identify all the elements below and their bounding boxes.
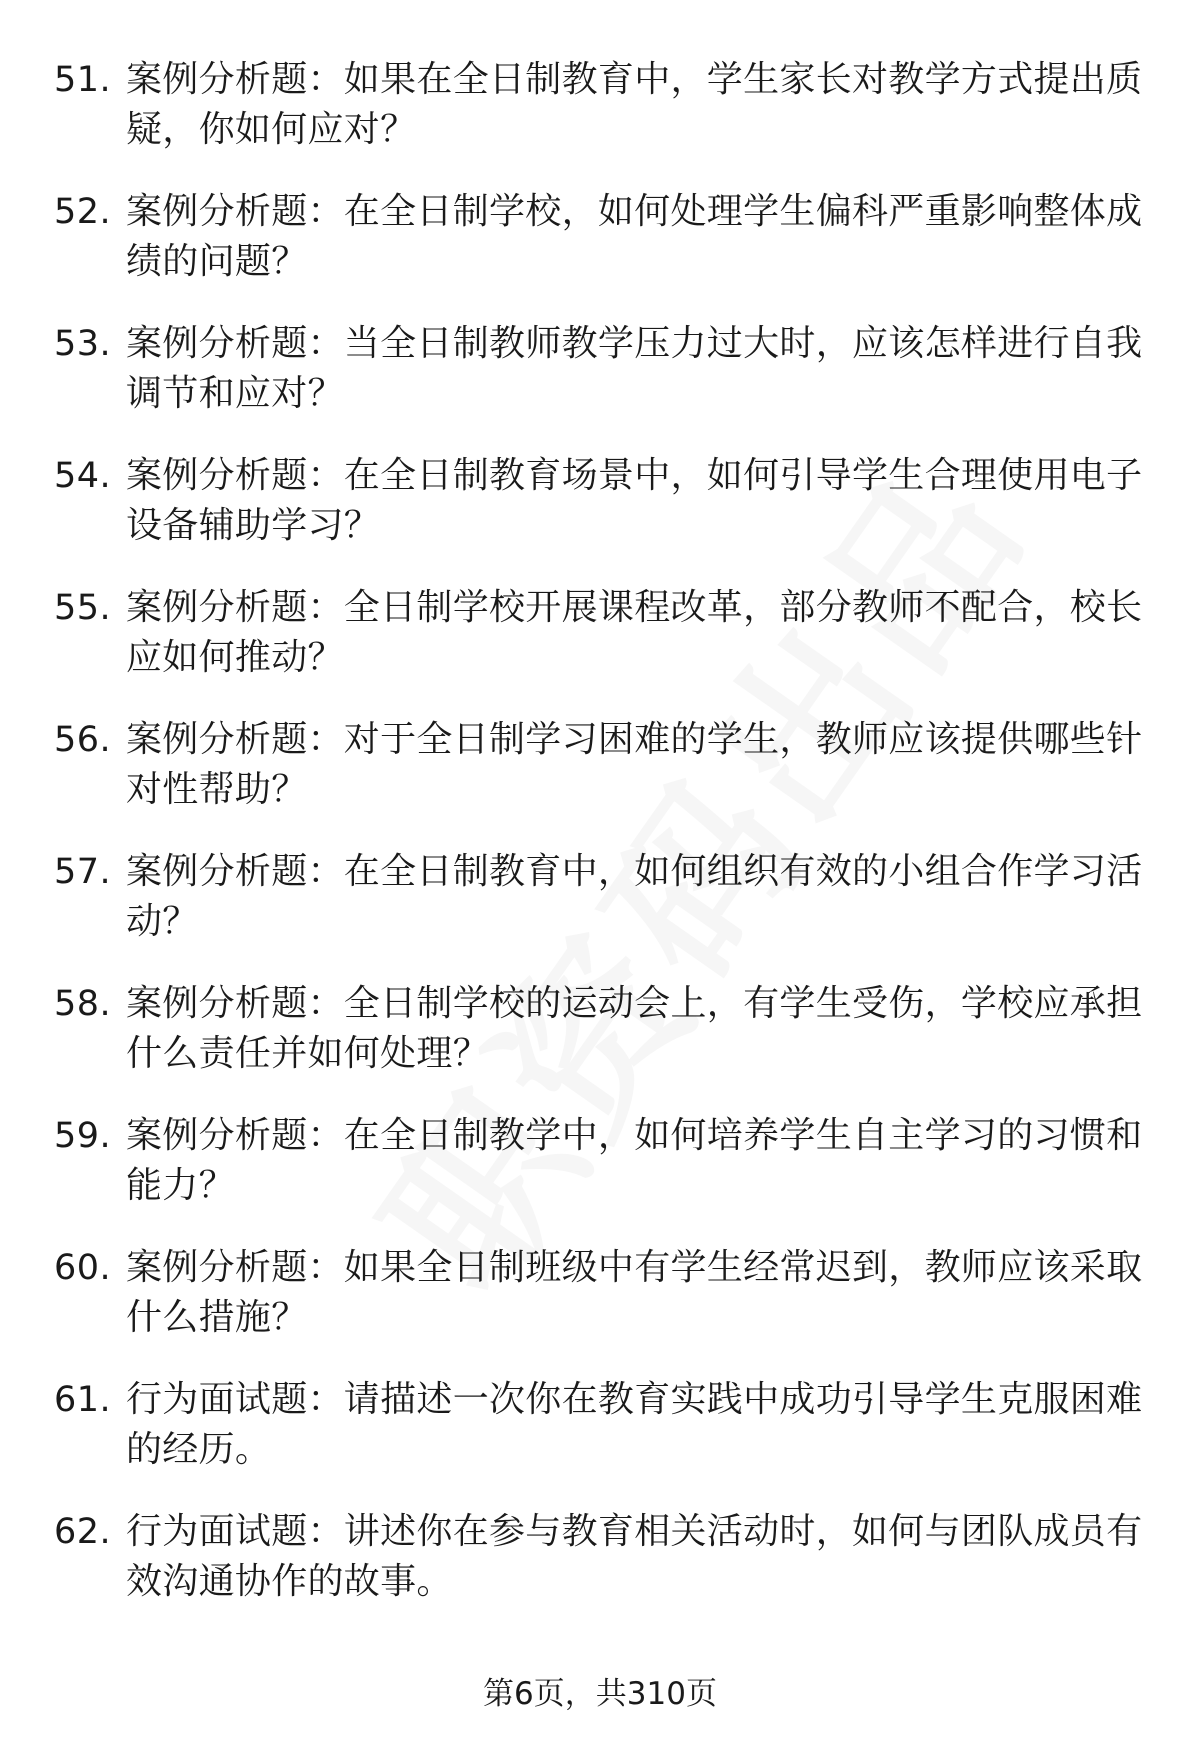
question-text: 案例分析题：在全日制学校，如何处理学生偏科严重影响整体成绩的问题？ [126, 191, 1143, 282]
question-number: 55. [54, 588, 112, 628]
question-text: 案例分析题：对于全日制学习困难的学生，教师应该提供哪些针对性帮助？ [126, 719, 1143, 810]
question-number: 53. [54, 324, 112, 364]
question-text: 案例分析题：如果在全日制教育中，学生家长对教学方式提出质疑，你如何应对？ [126, 59, 1143, 150]
question-text: 案例分析题：全日制学校的运动会上，有学生受伤，学校应承担什么责任并如何处理？ [126, 983, 1143, 1074]
question-item [0, 319, 1200, 425]
question-text: 案例分析题：如果全日制班级中有学生经常迟到，教师应该采取什么措施？ [126, 1247, 1143, 1338]
question-number: 57. [54, 852, 112, 892]
question-text: 案例分析题：在全日制教育场景中，如何引导学生合理使用电子设备辅助学习？ [126, 455, 1143, 546]
question-item [0, 187, 1200, 293]
question-item [0, 715, 1200, 821]
question-number: 60. [54, 1248, 112, 1288]
question-item [0, 1507, 1200, 1613]
question-item [0, 1111, 1200, 1217]
question-text: 案例分析题：在全日制教学中，如何培养学生自主学习的习惯和能力？ [126, 1115, 1143, 1206]
question-number: 62. [54, 1512, 112, 1552]
question-item [0, 847, 1200, 953]
question-text: 行为面试题：讲述你在参与教育相关活动时，如何与团队成员有效沟通协作的故事。 [126, 1511, 1143, 1602]
page-number-footer: 第6页，共310页 [483, 1676, 717, 1712]
question-number: 54. [54, 456, 112, 496]
question-item [0, 979, 1200, 1085]
question-item [0, 583, 1200, 689]
question-number: 56. [54, 720, 112, 760]
question-text: 案例分析题：在全日制教育中，如何组织有效的小组合作学习活动？ [126, 851, 1143, 942]
question-text: 案例分析题：全日制学校开展课程改革，部分教师不配合，校长应如何推动？ [126, 587, 1143, 678]
question-number: 51. [54, 60, 112, 100]
question-item [0, 1375, 1200, 1481]
question-number: 59. [54, 1116, 112, 1156]
question-list [0, 55, 1200, 1639]
question-item [0, 451, 1200, 557]
question-number: 61. [54, 1380, 112, 1420]
question-text: 行为面试题：请描述一次你在教育实践中成功引导学生克服困难的经历。 [126, 1379, 1143, 1470]
question-item [0, 55, 1200, 161]
question-number: 52. [54, 192, 112, 232]
question-item [0, 1243, 1200, 1349]
question-text: 案例分析题：当全日制教师教学压力过大时，应该怎样进行自我调节和应对？ [126, 323, 1143, 414]
question-number: 58. [54, 984, 112, 1024]
